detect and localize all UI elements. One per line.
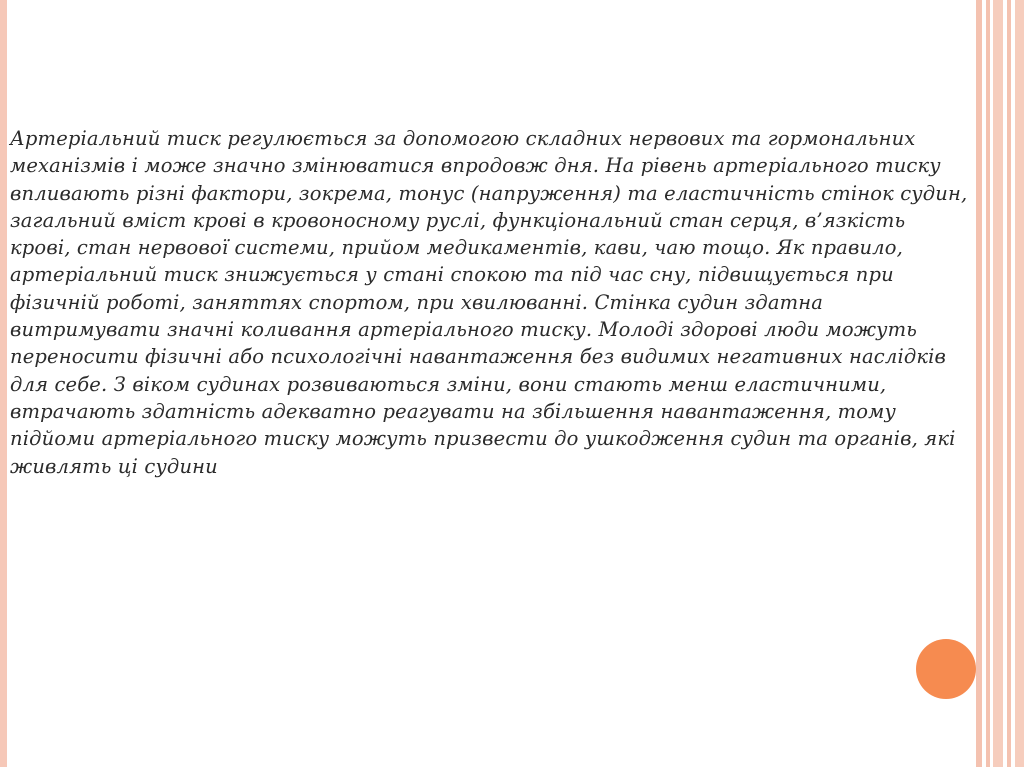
orange-circle-decoration <box>916 639 976 699</box>
left-border <box>0 0 7 767</box>
stripe <box>986 0 990 767</box>
stripe <box>1015 0 1024 767</box>
slide-body-text: Артеріальний тиск регулюється за допомогою складних нервових та гормональних механізмів і може значно змінюватися впродовж дня. На рівень артеріального тиску впливають різні фактори, зокрема, тонус (напруження) та еластичність стінок судин, загальний вміст крові в кровоносному руслі, функціональний стан серця, в’язкість крові, стан нервової системи, прийом медикаментів, кави, чаю тощо. Як правило, артеріальний тиск знижується у стані спокою та під час сну, підвищується при фізичній роботі, заняттях спортом, при хвилюванні. Стінка судин здатна витримувати значні коливання артеріального тиску. Молоді здорові люди можуть переносити фізичні або психологічні навантаження без видимих негативних наслідків для себе. З віком судинах розвиваються зміни, вони стають менш еластичними, втрачають здатність адекватно реагувати на збільшення навантаження, тому підйоми артеріального тиску можуть призвести до ушкодження судин та органів, які живлять ці судини <box>10 127 968 478</box>
right-decorative-stripes <box>976 0 1024 767</box>
stripe <box>1007 0 1011 767</box>
stripe <box>976 0 982 767</box>
stripe <box>993 0 1003 767</box>
